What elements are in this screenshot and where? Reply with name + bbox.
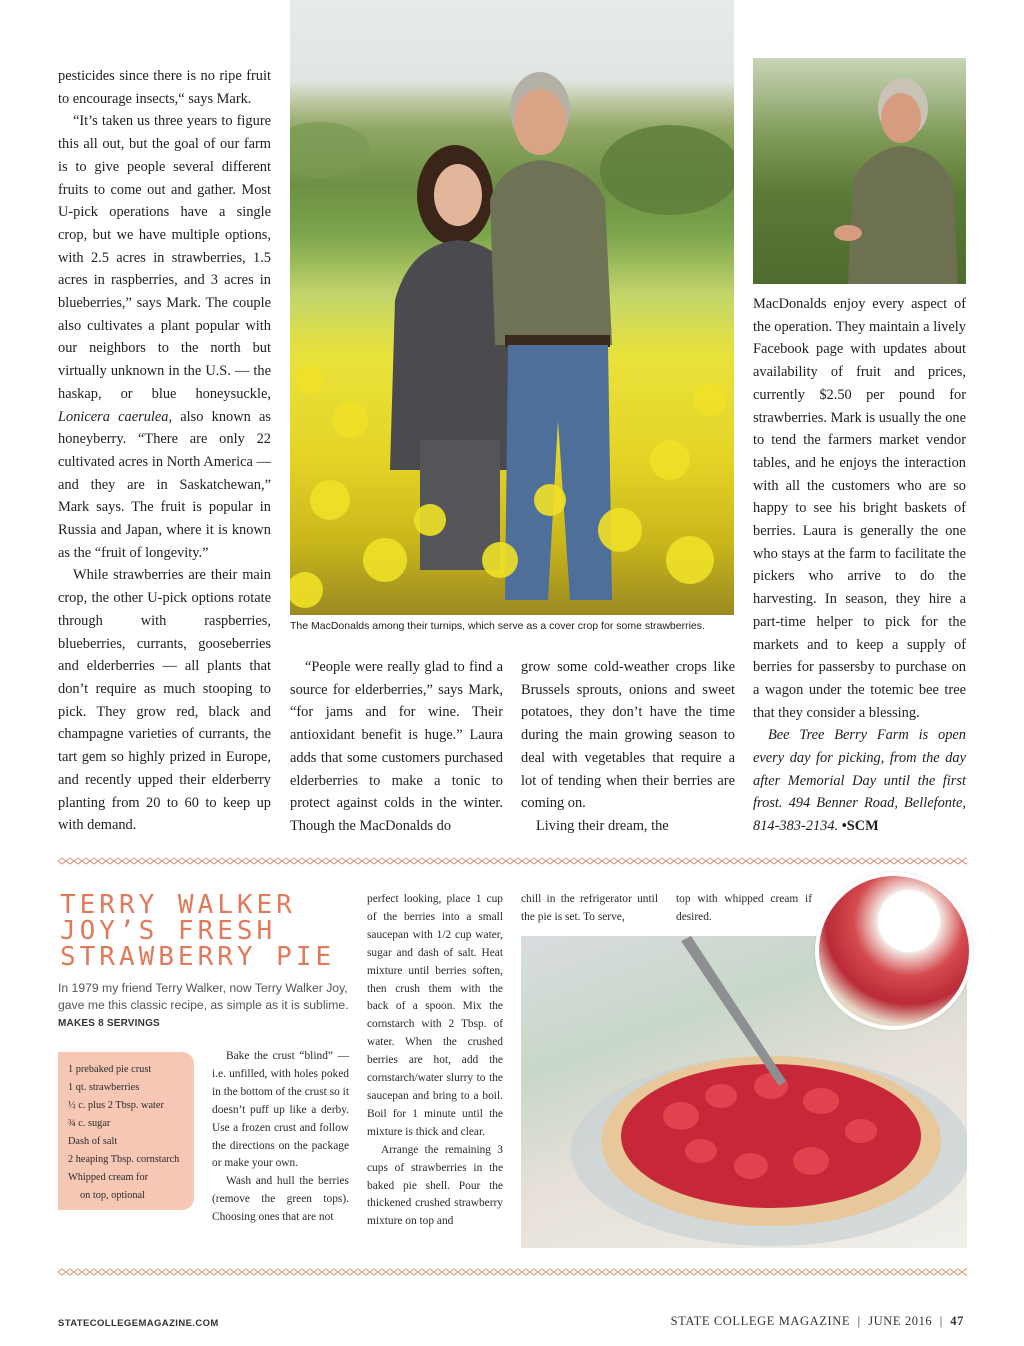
article-column-3	[521, 656, 735, 838]
ingredients-box	[58, 1052, 194, 1210]
footer-magazine-name: STATE COLLEGE MAGAZINE	[670, 1314, 851, 1328]
recipe-step: Bake the crust “blind” — i.e. unfilled, with holes poked in the bottom of the crust so it doesn’t puff up like a derby. Use a frozen crust and follow the directions on the package or make your own.	[212, 1050, 349, 1170]
recipe-step: Arrange the remaining 3 cups of strawberries in the baked pie shell. Pour the thickened crushed strawberry mixture on top and	[367, 1143, 503, 1228]
recipe-step: perfect looking, place 1 cup of the berries into a small saucepan with 1/2 cup water, sugar and dash of salt. Heat mixture until berries soften, then crush them with the back of a spoon. Mix the cornstarch with 2 Tbsp. of water. When the crushed berries are hot, add the cornstarch/water slurry to the saucepan and bring to a boil. Boil for 1 minute until the mixture is thick and clear.	[367, 893, 503, 1138]
ingredient-item: 1 qt. strawberries	[68, 1082, 140, 1093]
footer-separator: |	[939, 1314, 943, 1328]
article-paragraph: “People were really glad to find a source for elderberries,” says Mark, “for jams and for wine. Their antioxidant benefit is huge.” Laura adds that some customers purchased elderberries to make a tonic to protect against colds in the winter. Though the MacDonalds do	[290, 659, 503, 834]
servings-label: MAKES 8 SERVINGS	[58, 1018, 160, 1029]
couple-illustration	[290, 0, 734, 615]
decorative-divider	[58, 857, 967, 865]
article-paragraph: grow some cold-weather crops like Brussels sprouts, onions and sweet potatoes, they don’t have the time during the main growing season to deal with vegetables that require a lot of tending when their berries are coming on.	[521, 659, 735, 812]
ingredient-item: ¾ c. sugar	[68, 1118, 111, 1129]
mark-macdonald-photo	[753, 58, 966, 284]
article-paragraph: pesticides since there is no ripe fruit to encourage insects,“ says Mark.	[58, 68, 271, 107]
footer-separator: |	[857, 1314, 861, 1328]
ingredient-item: 1 prebaked pie crust	[68, 1064, 152, 1075]
page-number: 47	[950, 1314, 964, 1328]
recipe-step: chill in the refrigerator until the pie is set. To serve,	[521, 893, 658, 923]
ingredient-item: Whipped cream for	[68, 1172, 149, 1183]
photo-caption: The MacDonalds among their turnips, which serve as a cover crop for some strawberries.	[290, 620, 705, 632]
decorative-divider	[58, 1268, 967, 1276]
article-column-1	[58, 65, 271, 837]
ingredient-item: Dash of salt	[68, 1136, 118, 1147]
article-paragraph: Living their dream, the	[536, 817, 669, 834]
footer-website: STATECOLLEGEMAGAZINE.COM	[58, 1318, 219, 1329]
ingredient-item: ½ c. plus 2 Tbsp. water	[68, 1100, 164, 1111]
recipe-intro: In 1979 my friend Terry Walker, now Terry Walker Joy, gave me this classic recipe, as simple as it is sublime. MAKES 8 SERVINGS	[58, 981, 349, 1029]
article-paragraph: MacDonalds enjoy every aspect of the operation. They maintain a lively Facebook page with updates about availability of fruit and prices, currently $2.50 per pound for strawberries. Mark is usually the one to tend the farmers market vendor tables, and he enjoys the interaction with all the customers who are so happy to see his bright baskets of berries. Laura is generally the one who stays at the farm to facilitate the pickers who arrive to do the harvesting. In season, they hire a part-time helper to pick for the markets and to keep a supply of berries for passersby to purchase on a wagon under the totemic bee tree that they consider a blessing.	[753, 296, 966, 721]
farm-info: Bee Tree Berry Farm is open every day for picking, from the day after Memorial Day until the first frost. 494 Benner Road, Bellefonte, 814-383-2134. •SCM	[753, 727, 966, 835]
footer-folio	[671, 1314, 964, 1329]
article-paragraph: “It’s taken us three years to figure this all out, but the goal of our farm is to give people several different fruits to come out and gather. Most U-pick operations have a single crop, but we have multiple options, with 2.5 acres in strawberries, 1.5 acres in raspberries, and 3 acres in blueberries,” says Mark. The couple also cultivates a plant popular with our neighbors to the north but virtually unknown in the U.S. — the haskap, or blue honeysuckle, Lonicera caerulea, also known as honeyberry. “There are only 22 cultivated acres in North America — and they are in Saskatchewan,” Mark says. The fruit is popular in Russia and Japan, where it is known as the “fruit of longevity.”	[58, 113, 272, 561]
recipe-column-3	[521, 891, 658, 927]
end-mark: •SCM	[841, 818, 879, 835]
recipe-column-4	[676, 891, 812, 927]
recipe-column-2	[367, 891, 503, 1231]
article-column-4	[753, 293, 966, 838]
ingredient-item: on top, optional	[80, 1190, 145, 1201]
footer-issue-date: JUNE 2016	[868, 1314, 933, 1328]
recipe-column-1	[212, 1048, 349, 1227]
article-paragraph: While strawberries are their main crop, the other U-pick options rotate through with raspberries, blueberries, currants, gooseberries and elderberries — all plants that don’t require as much stooping to pick. They grow red, black and champagne varieties of currants, the tart gem so highly prized in Europe, and recently upped their elderberry planting from 20 to 60 to keep up with demand.	[58, 567, 271, 834]
article-column-2	[290, 656, 503, 838]
couple-in-turnip-field-photo	[290, 0, 734, 615]
pie-slice-inset-photo	[815, 872, 973, 1030]
recipe-title: TERRY WALKER JOY’S FRESH STRAWBERRY PIE	[60, 890, 336, 972]
man-illustration	[753, 58, 966, 284]
recipe-step: top with whipped cream if desired.	[676, 893, 812, 923]
recipe-step: Wash and hull the berries (remove the green tops). Choosing ones that are not	[212, 1175, 349, 1224]
ingredient-item: 2 heaping Tbsp. cornstarch	[68, 1154, 180, 1165]
latin-name: Lonicera caerulea	[58, 408, 169, 425]
